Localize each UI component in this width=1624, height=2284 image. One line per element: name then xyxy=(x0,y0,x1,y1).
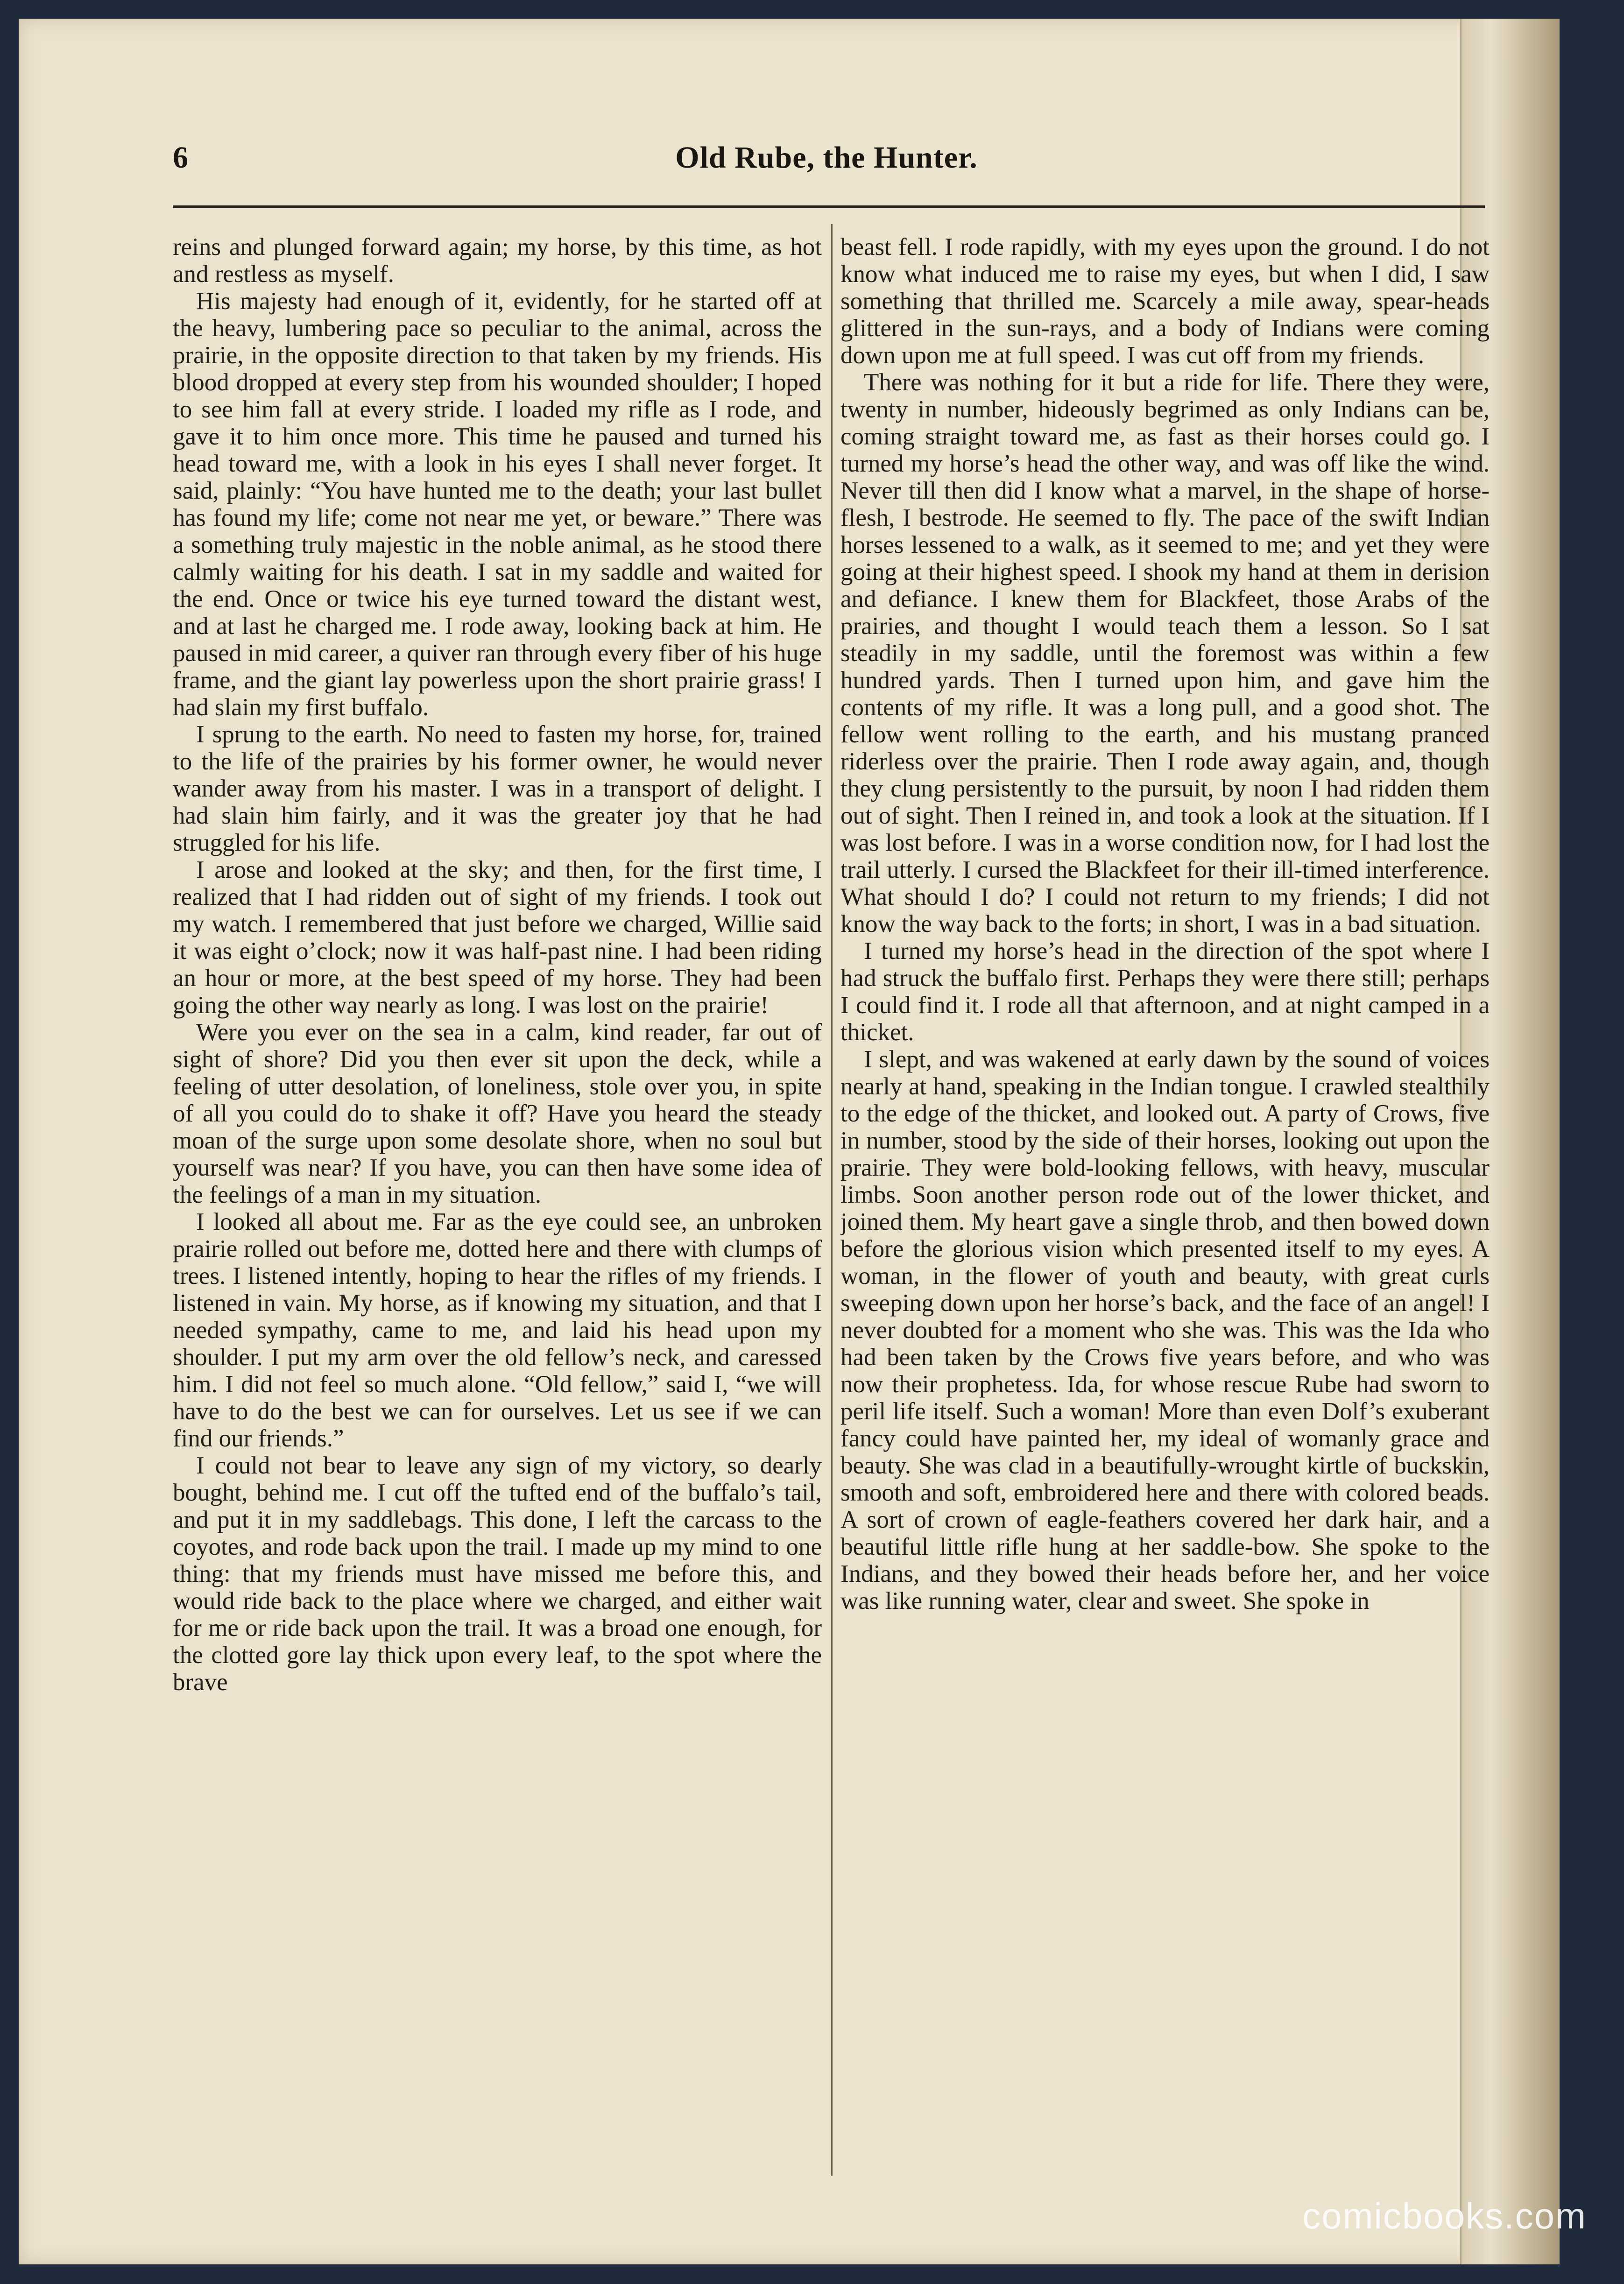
paragraph: I turned my horse’s head in the direction of the spot where I had struck the buffalo first. Perhaps they were there still; perhaps I could find it. I rode all that afternoon, and at night camped in a thicket. xyxy=(840,938,1490,1046)
paragraph: I arose and looked at the sky; and then, for the first time, I realized that I had ridden out of sight of my friends. I took out my watch. I remembered that just before we charged, Willie said it was eight o’clock; now it was half-past nine. I had been riding an hour or more, at the best speed of my horse. They had been going the other way nearly as long. I was lost on the prairie! xyxy=(173,856,822,1019)
paragraph: I looked all about me. Far as the eye could see, an unbroken prairie rolled out before me, dotted here and there with clumps of trees. I listened intently, hoping to hear the rifles of my friends. I listened in vain. My horse, as if knowing my situation, and that I needed sympathy, came to me, and laid his head upon my shoulder. I put my arm over the old fellow’s neck, and caressed him. I did not feel so much alone. “Old fellow,” said I, “we will have to do the best we can for ourselves. Let us see if we can find our friends.” xyxy=(173,1208,822,1452)
paragraph: I could not bear to leave any sign of my victory, so dearly bought, behind me. I cut off the tufted end of the buffalo’s tail, and put it in my saddlebags. This done, I left the carcass to the coyotes, and rode back upon the trail. I made up my mind to one thing: that my friends must have missed me before this, and would ride back to the place where we charged, and either wait for me or ride back upon the trail. It was a broad one enough, for the clotted gore lay thick upon every leaf, to the spot where the brave xyxy=(173,1452,822,1696)
paragraph: There was nothing for it but a ride for life. There they were, twenty in number, hideously begrimed as only Indians can be, coming straight toward me, as fast as their horses could go. I turned my horse’s head the other way, and was off like the wind. Never till then did I know what a marvel, in the shape of horse-flesh, I bestrode. He seemed to fly. The pace of the swift Indian horses lessened to a walk, as it seemed to me; and yet they were going at their highest speed. I shook my hand at them in derision and defiance. I knew them for Blackfeet, those Arabs of the prairies, and thought I would teach them a lesson. So I sat steadily in my saddle, until the foremost was within a few hundred yards. Then I turned upon him, and gave him the contents of my rifle. It was a long pull, and a good shot. The fellow went rolling to the earth, and his mustang pranced riderless over the prairie. Then I rode away again, and, though they clung persistently to the pursuit, by noon I had ridden them out of sight. Then I reined in, and took a look at the situation. If I was lost before. I was in a worse condition now, for I had lost the trail utterly. I cursed the Blackfeet for their ill-timed interference. What should I do? I could not return to my friends; I did not know the way back to the forts; in short, I was in a bad situation. xyxy=(840,369,1490,938)
right-column xyxy=(840,233,1490,2176)
paragraph: I slept, and was wakened at early dawn by the sound of voices nearly at hand, speaking in the Indian tongue. I crawled stealthily to the edge of the thicket, and looked out. A party of Crows, five in number, stood by the side of their horses, looking out upon the prairie. They were bold-looking fellows, with heavy, muscular limbs. Soon another person rode out of the lower thicket, and joined them. My heart gave a single throb, and then bowed down before the glorious vision which presented itself to my eyes. A woman, in the flower of youth and beauty, with great curls sweeping down upon her horse’s back, and the face of an angel! I never doubted for a moment who she was. This was the Ida who had been taken by the Crows five years before, and who was now their prophetess. Ida, for whose rescue Rube had sworn to peril life itself. Such a woman! More than even Dolf’s exuberant fancy could have painted her, my ideal of womanly grace and beauty. She was clad in a beautifully-wrought kirtle of buckskin, smooth and soft, embroidered here and there with colored beads. A sort of crown of eagle-feathers covered her dark hair, and a beautiful little rifle hung at her saddle-bow. She spoke to the Indians, and they bowed their heads before her, and her voice was like running water, clear and sweet. She spoke in xyxy=(840,1046,1490,1614)
page-number: 6 xyxy=(173,141,188,175)
page-header xyxy=(173,140,1480,187)
paragraph: His majesty had enough of it, evidently, for he started off at the heavy, lumbering pace so peculiar to the animal, across the prairie, in the opposite direction to that taken by my friends. His blood dropped at every step from his wounded shoulder; I hoped to see him fall at every stride. I loaded my rifle as I rode, and gave it to him once more. This time he paused and turned his head toward me, with a look in his eyes I shall never forget. It said, plainly: “You have hunted me to the death; your last bullet has found my life; come not near me yet, or beware.” There was a something truly majestic in the noble animal, as he stood there calmly waiting for his death. I sat in my saddle and waited for the end. Once or twice his eye turned toward the distant west, and at last he charged me. I rode away, looking back at him. He paused in mid career, a quiver ran through every fiber of his huge frame, and the giant lay powerless upon the short prairie grass! I had slain my first buffalo. xyxy=(173,288,822,721)
left-column xyxy=(173,233,822,2176)
paragraph: beast fell. I rode rapidly, with my eyes upon the ground. I do not know what induced me to raise my eyes, but when I did, I saw something that thrilled me. Scarcely a mile away, spear-heads glittered in the sun-rays, and a body of Indians were coming down upon me at full speed. I was cut off from my friends. xyxy=(840,233,1490,369)
paragraph: reins and plunged forward again; my horse, by this time, as hot and restless as myself. xyxy=(173,233,822,288)
watermark-text: comicbooks.com xyxy=(1302,2195,1587,2236)
paragraph: I sprung to the earth. No need to fasten my horse, for, trained to the life of the prairies by his former owner, he would never wander away from his master. I was in a transport of delight. I had slain him fairly, and it was the greater joy that he had struggled for his life. xyxy=(173,721,822,856)
running-title: Old Rube, the Hunter. xyxy=(675,141,978,175)
column-divider xyxy=(831,224,833,2176)
header-rule xyxy=(173,205,1485,208)
paragraph: Were you ever on the sea in a calm, kind reader, far out of sight of shore? Did you then ever sit upon the deck, while a feeling of utter desolation, of loneliness, stole over you, in spite of all you could do to shake it off? Have you heard the steady moan of the surge upon some desolate shore, when no soul but yourself was near? If you have, you can then have some idea of the feelings of a man in my situation. xyxy=(173,1019,822,1208)
